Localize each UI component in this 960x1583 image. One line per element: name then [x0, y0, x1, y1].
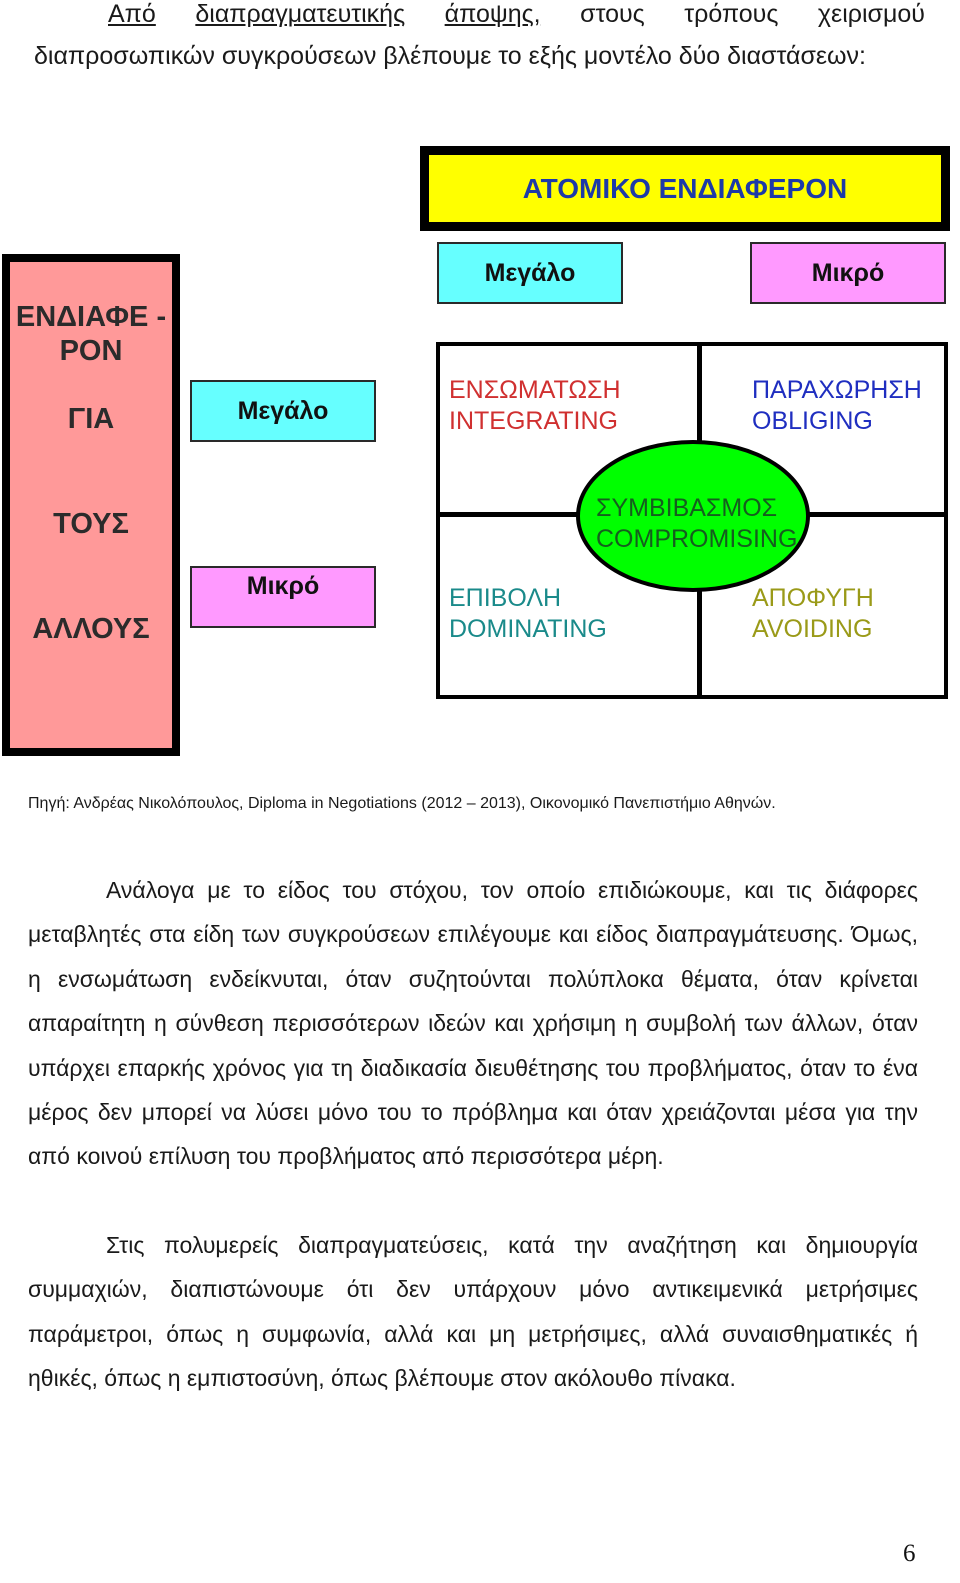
dominating-greek: ΕΠΙΒΟΛΗ [449, 584, 562, 612]
integrating-cell [449, 375, 621, 437]
integrating-greek: ΕΝΣΩΜΑΤΩΣΗ [449, 376, 621, 404]
avoiding-cell [752, 583, 874, 645]
page-number: 6 [903, 1540, 916, 1567]
avoiding-english: AVOIDING [752, 615, 873, 643]
intro-line-2: διαπροσωπικών συγκρούσεων βλέπουμε το εξής μοντέλο δύο διαστάσεων: [34, 42, 866, 70]
body-paragraph-1: Ανάλογα με το είδος του στόχου, τον οποίο επιδιώκουμε, και τις διάφορες μεταβλητές στα είδη των συγκρούσεων επιλέγουμε και είδος διαπραγμάτευσης. Όμως, η ενσωμάτωση ενδείκνυται, όταν συζητούνται πολύπλοκα θέματα, όταν κρίνεται απαραίτητη η σύνθεση περισσότερων ιδεών και χρήσιμη η συμβολή των άλλων, όταν υπάρχει επαρκής χρόνος για τη διαδικασία διευθέτησης του προβλήματος, όταν το ένα μέρος δεν μπορεί να λύσει μόνο του το πρόβλημα και όταν χρειάζονται μέσα για την από κοινού επίλυση του προβλήματος από περισσότερα μέρη. [28, 877, 918, 1170]
intro-word: χειρισμού [817, 0, 925, 28]
others-interest-high-label: Μεγάλο [190, 380, 376, 442]
compromising-label [596, 493, 797, 555]
intro-word: διαπραγματευτικής [195, 0, 406, 28]
others-interest-line-4: ΤΟΥΣ [53, 508, 129, 540]
self-interest-high-label: Μεγάλο [437, 242, 623, 304]
compromising-english: COMPROMISING [596, 525, 798, 553]
obliging-greek: ΠΑΡΑΧΩΡΗΣΗ [752, 376, 922, 404]
others-interest-line-5: ΑΛΛΟΥΣ [32, 613, 150, 645]
others-interest-low-label: Μικρό [190, 566, 376, 628]
source-citation: Πηγή: Ανδρέας Νικολόπουλος, Diploma in Negotiations (2012 – 2013), Οικονομικό Πανεπιστήμιο Αθηνών. [28, 795, 776, 812]
intro-line-1 [108, 0, 925, 28]
obliging-cell [752, 375, 922, 437]
dominating-cell [449, 583, 607, 645]
intro-word: Από [108, 0, 156, 28]
intro-word: στους [580, 0, 645, 28]
obliging-english: OBLIGING [752, 407, 873, 435]
dominating-english: DOMINATING [449, 615, 607, 643]
others-interest-line-1: ΕΝΔΙΑΦΕ - [15, 301, 167, 333]
compromising-greek: ΣΥΜΒΙΒΑΣΜΟΣ [596, 494, 778, 522]
intro-word: τρόπους [684, 0, 779, 28]
avoiding-greek: ΑΠΟΦΥΓΗ [752, 584, 874, 612]
others-interest-line-3: ΓΙΑ [67, 403, 115, 435]
intro-word: άποψης, [444, 0, 541, 28]
self-interest-header: ΑΤΟΜΙΚΟ ΕΝΔΙΑΦΕΡΟΝ [420, 146, 950, 231]
body-paragraph-2: Στις πολυμερείς διαπραγματεύσεις, κατά την αναζήτηση και δημιουργία συμμαχιών, διαπιστώνουμε ότι δεν υπάρχουν μόνο αντικειμενικά μετρήσιμες παράμετροι, όπως η συμφωνία, αλλά και μη μετρήσιμες, αλλά συναισθηματικές ή ηθικές, όπως η εμπιστοσύνη, όπως βλέπουμε στον ακόλουθο πίνακα. [28, 1232, 918, 1392]
integrating-english: INTEGRATING [449, 407, 618, 435]
self-interest-low-label: Μικρό [750, 242, 946, 304]
others-interest-line-2: ΡΟΝ [59, 335, 123, 367]
